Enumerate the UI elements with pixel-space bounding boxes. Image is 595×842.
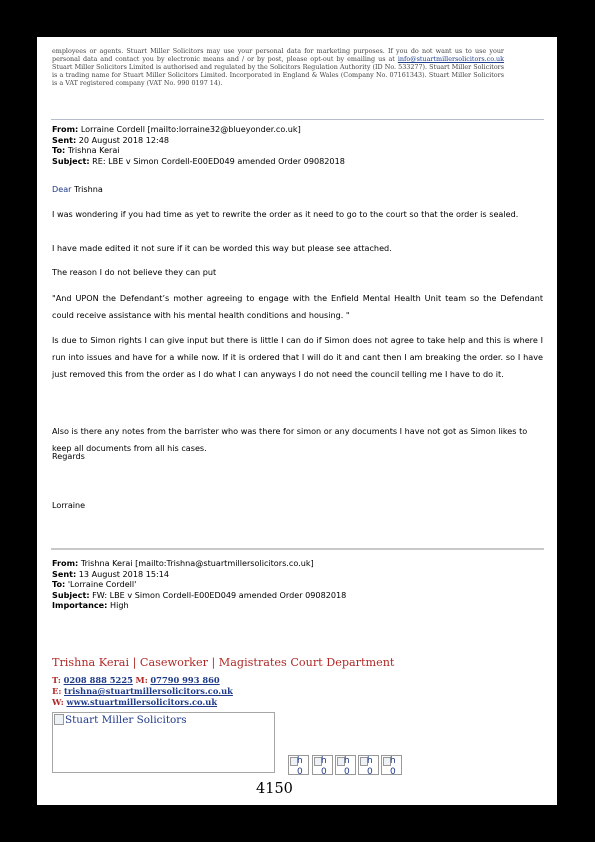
greeting-dear: Dear bbox=[52, 184, 72, 194]
email2-sent: Sent: 13 August 2018 15:14 bbox=[52, 568, 170, 579]
social-icon-link[interactable]: h0 bbox=[288, 755, 309, 775]
email1-subject: Subject: RE: LBE v Simon Cordell-E00ED049 amended Order 09082018 bbox=[52, 155, 345, 166]
email2-subject: Subject: FW: LBE v Simon Cordell-E00ED049 amended Order 09082018 bbox=[52, 589, 347, 600]
regards: Regards bbox=[52, 451, 85, 461]
email1-sent: Sent: 20 August 2018 12:48 bbox=[52, 134, 170, 145]
signature-email-link[interactable]: trishna@stuartmillersolicitors.co.uk bbox=[64, 686, 233, 696]
legal-email-link[interactable]: info@stuartmillersolicitors.co.uk bbox=[397, 55, 504, 64]
email1-paragraph: The reason I do not believe they can put bbox=[52, 267, 217, 277]
email1-paragraph: I was wondering if you had time as yet to rewrite the order as it need to go to the court so that the order is sealed. bbox=[52, 209, 519, 219]
signature-title: Trishna Kerai | Caseworker | Magistrates Court Department bbox=[52, 656, 395, 669]
email2-header bbox=[52, 558, 532, 611]
signature-email: E: trishna@stuartmillersolicitors.co.uk bbox=[52, 686, 233, 696]
greeting-name: Trishna bbox=[71, 184, 103, 194]
email1-quote-paragraph: "And UPON the Defendant’s mother agreeing to engage with the Enfield Mental Health Unit team so the Defendant could receive assistance with his mental health conditions and housing. " bbox=[52, 293, 543, 320]
page-number: 4150 bbox=[256, 781, 293, 797]
legal-text-start: employees or agents. Stuart Miller Solicitors may use your personal data for marketing purposes. If you do not want us to use your personal data and contact you by electronic means and / or by post, please opt-out by emailing us at bbox=[52, 47, 504, 64]
broken-image-icon bbox=[54, 714, 64, 725]
email2-from: From: Trishna Kerai [mailto:Trishna@stuartmillersolicitors.co.uk] bbox=[52, 558, 314, 568]
email1-to: To: Trishna Kerai bbox=[52, 145, 120, 155]
legal-notice bbox=[52, 47, 504, 87]
website-link[interactable]: www.stuartmillersolicitors.co.uk bbox=[66, 697, 218, 707]
email1-from: From: Lorraine Cordell [mailto:lorraine32@blueyonder.co.uk] bbox=[52, 124, 301, 134]
email2-importance: Importance: High bbox=[52, 600, 129, 610]
mobile-link[interactable]: 07790 993 860 bbox=[150, 675, 220, 685]
email1-header bbox=[52, 124, 532, 166]
email1-paragraph: I have made edited it not sure if it can be worded this way but please see attached. bbox=[52, 243, 392, 253]
divider-top bbox=[51, 119, 544, 120]
email1-paragraph: Also is there any notes from the barrister who was there for simon or any documents I have not got as Simon likes to keep all documents from all his cases. bbox=[52, 426, 528, 453]
divider-middle bbox=[51, 548, 544, 550]
greeting bbox=[52, 181, 543, 198]
signoff-name: Lorraine bbox=[52, 500, 86, 510]
company-logo-image[interactable] bbox=[52, 712, 275, 773]
email2-to: To: 'Lorraine Cordell' bbox=[52, 579, 137, 589]
signature-website: W: www.stuartmillersolicitors.co.uk bbox=[52, 697, 218, 707]
signature-phones: T: 0208 888 5225 M: 07790 993 860 bbox=[52, 675, 220, 685]
email1-paragraph: Is due to Simon rights I can give input but there is little I can do if Simon does not agree to take help and this is where I run into issues and have for a while now. If it is ordered that I will do it and cant then I am breaking the order. so I have just removed this from the order as I do what I can anyways I do not need the council telling me I have to do it. bbox=[52, 335, 543, 379]
document-page bbox=[37, 37, 557, 805]
telephone-link[interactable]: 0208 888 5225 bbox=[63, 675, 133, 685]
social-icon-link[interactable]: h0 bbox=[312, 755, 333, 775]
social-icon-link[interactable]: h0 bbox=[335, 755, 356, 775]
logo-alt-text: Stuart Miller Solicitors bbox=[65, 714, 187, 726]
social-icon-link[interactable]: h0 bbox=[358, 755, 379, 775]
social-icon-link[interactable]: h0 bbox=[381, 755, 402, 775]
legal-text-end: Stuart Miller Solicitors Limited is authorised and regulated by the Solicitors Regulation Authority (ID No. 533277). Stuart Miller Solicitors is a trading name for Stuart Miller Solicitors Limited. Incorporated in England & Wales (Company No. 07161343). Stuart Miller Solicitors is a VAT registered company (VAT No. 990 0197 14). bbox=[52, 63, 504, 88]
